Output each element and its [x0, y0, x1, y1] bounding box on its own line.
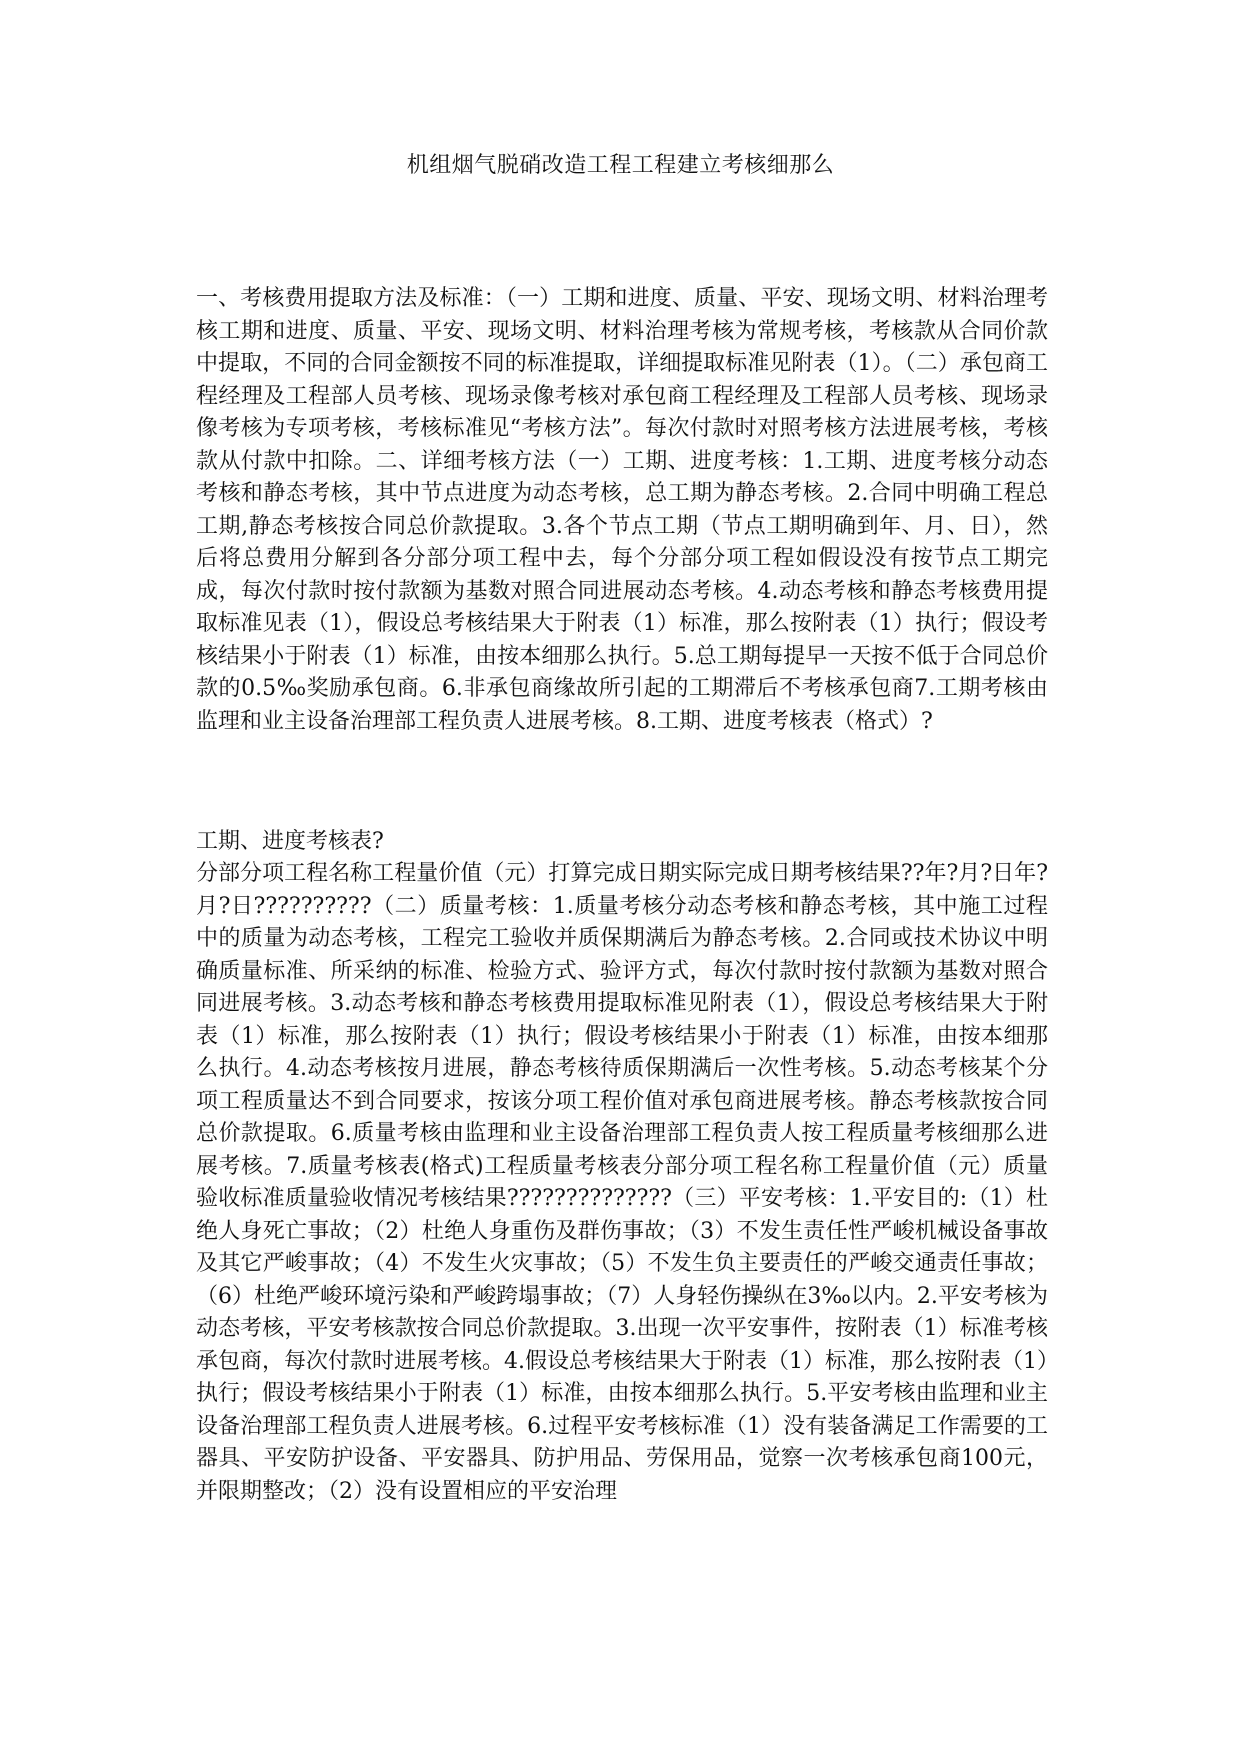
- document-title: 机组烟气脱硝改造工程工程建立考核细那么: [406, 153, 835, 178]
- body-paragraph-2: 分部分项工程名称工程量价值（元）打算完成日期实际完成日期考核结果??年?月?日年?月?日??????????（二）质量考核：1.质量考核分动态考核和静态考核，其中施工过程中的质量为动态考核，工程完工验收并质保期满后为静态考核。2.合同或技术协议中明确质量标准、所采纳的标准、检验方式、验评方式，每次付款时按付款额为基数对照合同进展考核。3.动态考核和静态考核费用提取标准见附表（1），假设总考核结果大于附表（1）标准，那么按附表（1）执行；假设考核结果小于附表（1）标准，由按本细那么执行。4.动态考核按月进展，静态考核待质保期满后一次性考核。5.动态考核某个分项工程质量达不到合同要求，按该分项工程价值对承包商进展考核。静态考核款按合同总价款提取。6.质量考核由监理和业主设备治理部工程负责人按工程质量考核细那么进展考核。7.质量考核表(格式)工程质量考核表分部分项工程名称工程量价值（元）质量验收标准质量验收情况考核结果??????????????（三）平安考核：1.平安目的:（1）杜绝人身死亡事故；（2）杜绝人身重伤及群伤事故；（3）不发生责任性严峻机械设备事故及其它严峻事故；（4）不发生火灾事故；（5）不发生负主要责任的严峻交通责任事故；（6）杜绝严峻环境污染和严峻跨塌事故；（7）人身轻伤操纵在3‰以内。2.平安考核为动态考核，平安考核款按合同总价款提取。3.出现一次平安事件，按附表（1）标准考核承包商，每次付款时进展考核。4.假设总考核结果大于附表（1）标准，那么按附表（1）执行；假设考核结果小于附表（1）标准，由按本细那么执行。5.平安考核由监理和业主设备治理部工程负责人进展考核。6.过程平安考核标准（1）没有装备满足工作需要的工器具、平安防护设备、平安器具、防护用品、劳保用品，觉察一次考核承包商100元，并限期整改；（2）没有设置相应的平安治理: [196, 861, 1048, 1504]
- body-paragraph-1: 一、考核费用提取方法及标准：（一）工期和进度、质量、平安、现场文明、材料治理考核工期和进度、质量、平安、现场文明、材料治理考核为常规考核，考核款从合同价款中提取，不同的合同金额按不同的标准提取，详细提取标准见附表（1）。（二）承包商工程经理及工程部人员考核、现场录像考核对承包商工程经理及工程部人员考核、现场录像考核为专项考核，考核标准见“考核方法”。每次付款时对照考核方法进展考核，考核款从付款中扣除。二、详细考核方法（一）工期、进度考核：1.工期、进度考核分动态考核和静态考核，其中节点进度为动态考核，总工期为静态考核。2.合同中明确工程总工期,静态考核按合同总价款提取。3.各个节点工期（节点工期明确到年、月、日），然后将总费用分解到各分部分项工程中去，每个分部分项工程如假设没有按节点工期完成，每次付款时按付款额为基数对照合同进展动态考核。4.动态考核和静态考核费用提取标准见表（1），假设总考核结果大于附表（1）标准，那么按附表（1）执行；假设考核结果小于附表（1）标准，由按本细那么执行。5.总工期每提早一天按不低于合同总价款的0.5‰奖励承包商。6.非承包商缘故所引起的工期滞后不考核承包商7.工期考核由监理和业主设备治理部工程负责人进展考核。8.工期、进度考核表（格式）?: [196, 286, 1048, 734]
- table-caption: 工期、进度考核表?: [196, 829, 384, 854]
